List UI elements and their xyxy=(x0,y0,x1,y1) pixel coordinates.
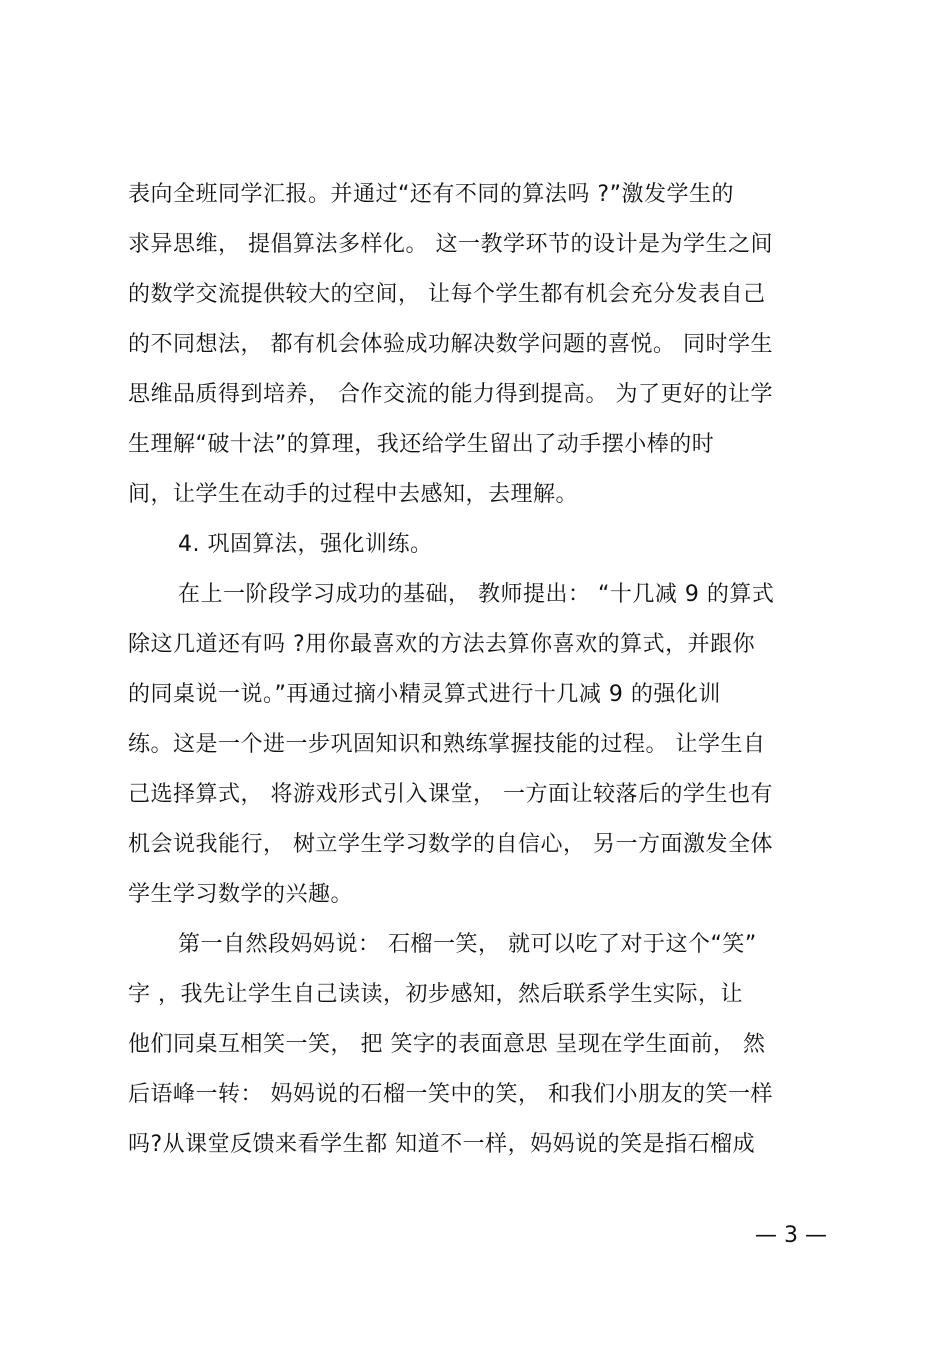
text-line: 的不同想法， 都有机会体验成功解决数学问题的喜悦。 同时学生 xyxy=(128,332,773,357)
text-line: 生理解“破十法”的算理，我还给学生留出了动手摆小棒的时 xyxy=(128,432,715,457)
text-line: 除这几道还有吗 ?用你最喜欢的方法去算你喜欢的算式，并跟你 xyxy=(128,632,756,657)
text-line: 己选择算式， 将游戏形式引入课堂， 一方面让较落后的学生也有 xyxy=(128,782,773,807)
text-line: 后语峰一转： 妈妈说的石榴一笑中的笑， 和我们小朋友的笑一样 xyxy=(128,1082,773,1107)
text-line: 吗?从课堂反馈来看学生都 知道不一样，妈妈说的笑是指石榴成 xyxy=(128,1132,756,1157)
text-line: 第一自然段妈妈说： 石榴一笑， 就可以吃了对于这个“笑” xyxy=(178,932,757,957)
text-line: 的同桌说一说。”再通过摘小精灵算式进行十几减 9 的强化训 xyxy=(128,682,721,707)
text-line: 表向全班同学汇报。并通过“还有不同的算法吗 ?”激发学生的 xyxy=(128,182,734,207)
text-line: 的数学交流提供较大的空间， 让每个学生都有机会充分发表自己 xyxy=(128,282,766,307)
section-heading: 4. 巩固算法，强化训练。 xyxy=(178,532,433,557)
text-line: 字 ，我先让学生自己读读，初步感知，然后联系学生实际，让 xyxy=(128,982,743,1007)
text-line: 间，让学生在动手的过程中去感知，去理解。 xyxy=(128,482,579,507)
text-line: 他们同桌互相笑一笑， 把 笑字的表面意思 呈现在学生面前， 然 xyxy=(128,1032,766,1057)
text-line: 思维品质得到培养， 合作交流的能力得到提高。 为了更好的让学 xyxy=(128,382,773,407)
text-line: 求异思维， 提倡算法多样化。 这一教学环节的设计是为学生之间 xyxy=(128,232,773,257)
text-line: 在上一阶段学习成功的基础， 教师提出： “十几减 9 的算式 xyxy=(178,582,775,607)
text-line: 练。这是一个进一步巩固知识和熟练掌握技能的过程。 让学生自 xyxy=(128,732,766,757)
text-line: 机会说我能行， 树立学生学习数学的自信心， 另一方面激发全体 xyxy=(128,832,773,857)
page-number: — 3 — xyxy=(755,1223,827,1248)
text-line: 学生学习数学的兴趣。 xyxy=(128,882,354,907)
